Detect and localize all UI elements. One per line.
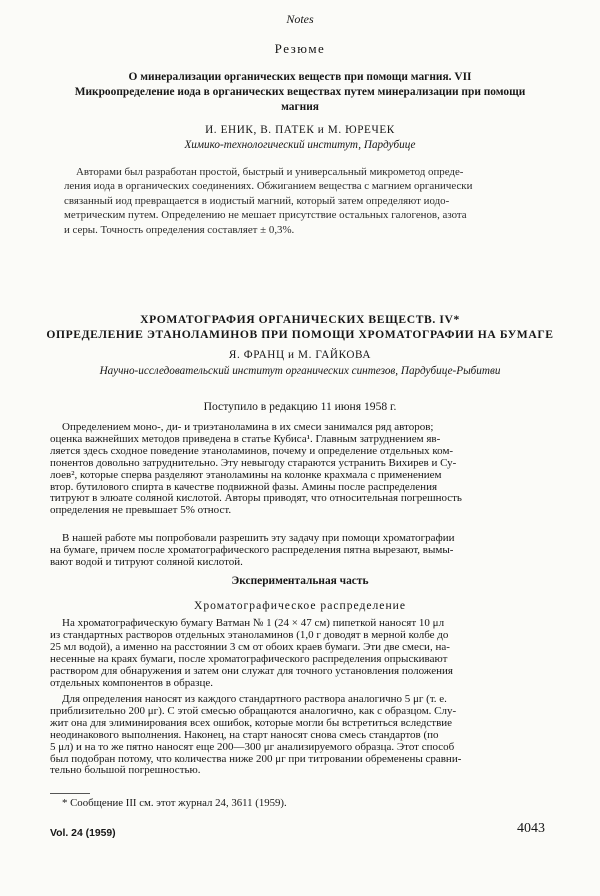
- paragraph-line: отдельных компонентов в образце.: [50, 676, 214, 689]
- paragraph-line: Для определения наносят из каждого стандартного раствора аналогично 5 μг (т. е.: [62, 693, 447, 705]
- paragraph-line: 5 μл) и на то же пятно наносят еще 200—300 μг анализируемого образца. Этот способ: [50, 740, 455, 753]
- paragraph-line: неодинакового выполнения. Наконец, на старт наносят снова смесь стандартов (по: [50, 728, 439, 741]
- volume-label: Vol. 24 (1959): [50, 828, 116, 839]
- article-title-line: ОПРЕДЕЛЕНИЕ ЭТАНОЛАМИНОВ ПРИ ПОМОЩИ ХРОМАТОГРАФИИ НА БУМАГЕ: [46, 328, 554, 341]
- footnote-rule: [50, 793, 90, 794]
- paragraph-line: определения не превышает 5% отност.: [50, 504, 232, 517]
- resume-title-line: О минерализации органических веществ при помощи магния. VII: [128, 71, 472, 83]
- paragraph-line: понентов довольно затруднительно. Эту невыгоду стараются устранить Вихирев и Су-: [50, 456, 457, 469]
- paragraph-line: несенные на краях бумаги, после хроматографического распределения опрыскивают: [50, 652, 448, 665]
- paragraph-2: [50, 533, 558, 569]
- paragraph-line: тельно большой погрешностью.: [50, 764, 201, 777]
- paragraph-line: В нашей работе мы попробовали разрешить эту задачу при помощи хроматографии: [62, 532, 455, 544]
- abstract-line: и серы. Точность определения составляет ± 0,3%.: [64, 223, 295, 236]
- resume-abstract: [64, 165, 558, 237]
- abstract-line: метрическим путем. Определению не мешает присутствие остальных галогенов, азота: [64, 209, 467, 222]
- resume-institute: Химико-технологический институт, Пардубице: [184, 139, 416, 151]
- paragraph-line: На хроматографическую бумагу Ватман № 1 (24 × 47 см) пипеткой наносят 10 μл: [62, 617, 445, 629]
- abstract-line: ления иода в органических соединениях. Обжиганием вещества с магнием органически: [64, 180, 473, 193]
- article-title-line: ХРОМАТОГРАФИЯ ОРГАНИЧЕСКИХ ВЕЩЕСТВ. IV*: [140, 313, 460, 326]
- paragraph-line: ляется здесь сходное поведение этаноламинов, почему и определение отдельных ком-: [50, 444, 454, 457]
- subsection-heading: Хроматографическое распределение: [193, 599, 407, 612]
- resume-title-line: магния: [281, 101, 319, 113]
- paragraph-line: жит она для элиминирования всех ошибок, которые могли бы встретиться вследствие: [50, 716, 453, 729]
- section-heading: Экспериментальная часть: [231, 575, 369, 587]
- running-head: Notes: [286, 12, 314, 26]
- paragraph-1: [50, 422, 558, 517]
- paragraph-line: был подобран потому, что количества ниже 200 μг при титровании обременены сравни-: [50, 752, 462, 765]
- paragraph-line: лоев², которые сперва разделяют этаноламины на колонке крахмала с применением: [50, 468, 442, 481]
- paragraph-line: из стандартных растворов отдельных этаноламинов (1,0 г доводят в мерной колбе до: [50, 628, 449, 641]
- paragraph-line: оценка важнейших методов приведена в статье Кубиса¹. Главным затруднением яв-: [50, 432, 441, 445]
- resume-title: [44, 70, 556, 115]
- resume-heading: Резюме: [274, 41, 326, 56]
- paragraph-line: приблизительно 200 μг). С этой смесью обращаются аналогично, как с образцом. Слу-: [50, 704, 457, 717]
- received-date: Поступило в редакцию 11 июня 1958 г.: [203, 400, 397, 413]
- article-authors: Я. ФРАНЦ и М. ГАЙКОВА: [228, 349, 372, 361]
- footnote: * Сообщение III см. этот журнал 24, 3611 (1959).: [62, 797, 287, 809]
- paragraph-line: раствором для обнаружения и затем они служат для точного установления положения: [50, 664, 453, 677]
- resume-title-line: Микроопределение иода в органических веществах путем минерализации при помощи: [74, 86, 526, 98]
- resume-authors: И. ЕНИК, В. ПАТЕК и М. ЮРЕЧЕК: [205, 124, 395, 136]
- page-number: 4043: [517, 821, 545, 836]
- paragraph-line: втор. бутилового спирта в качестве подвижной фазы. Амины после распределения: [50, 480, 438, 493]
- abstract-line: Авторами был разработан простой, быстрый и универсальный микрометод опреде-: [76, 166, 464, 178]
- article-institute: Научно-исследовательский институт органических синтезов, Пардубице-Рыбитви: [99, 365, 501, 377]
- paragraph-line: титруют в элюате соляной кислотой. Авторы приводят, что относительная погрешность: [50, 492, 462, 505]
- paragraph-4: [50, 694, 558, 777]
- paragraph-line: вают водой и титруют соляной кислотой.: [50, 555, 243, 568]
- paragraph-3: [50, 618, 558, 689]
- paragraph-line: Определением моно-, ди- и триэтаноламина в их смеси занимался ряд авторов;: [62, 421, 434, 433]
- paragraph-line: 25 мл водой), а именно на расстоянии 3 см от обоих краев бумаги. Эти две смеси, на-: [50, 640, 450, 653]
- abstract-line: связанный иод превращается в иодистый магний, который затем определяют иодо-: [64, 194, 450, 207]
- article-title: [30, 312, 570, 342]
- paragraph-line: на бумаге, причем после хроматографического распределения пятна вырезают, вымы-: [50, 543, 454, 556]
